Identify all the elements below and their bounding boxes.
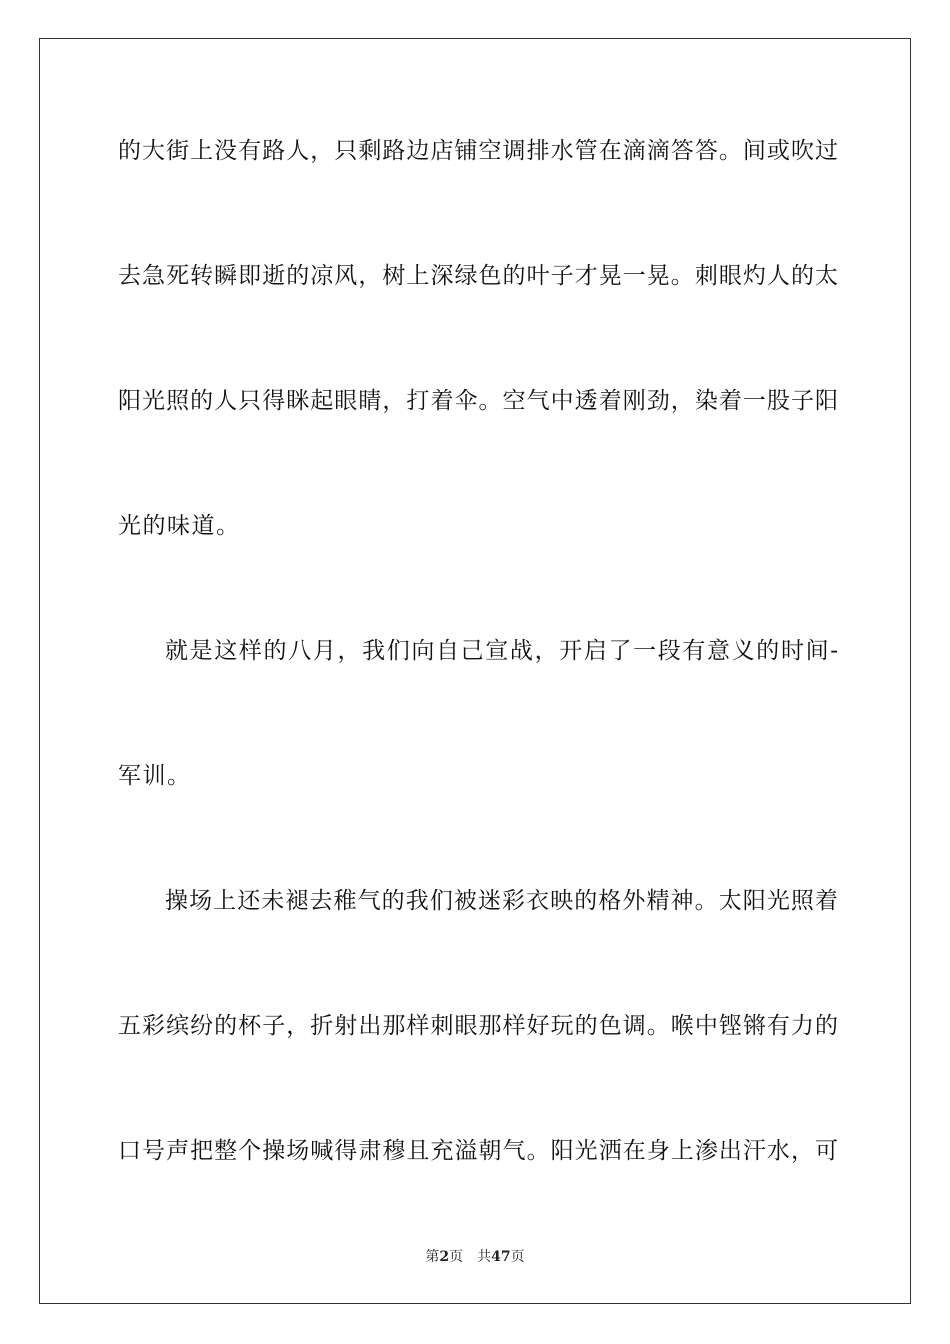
text-line-3: 阳光照的人只得眯起眼睛，打着伞。空气中透着刚劲，染着一股子阳	[118, 388, 838, 414]
page-border	[39, 38, 911, 1304]
footer-total-prefix: 共	[477, 1249, 492, 1265]
text-line-9: 口号声把整个操场喊得肃穆且充溢朝气。阳光洒在身上渗出汗水，可	[118, 1138, 838, 1164]
footer-page-number: 2	[439, 1249, 450, 1265]
footer-page-suffix: 页	[449, 1249, 464, 1265]
footer-page-prefix: 第	[425, 1249, 440, 1265]
text-line-2: 去急死转瞬即逝的凉风，树上深绿色的叶子才晃一晃。刺眼灼人的太	[118, 263, 838, 289]
footer-total-pages: 47	[491, 1249, 511, 1265]
text-line-5: 就是这样的八月，我们向自己宣战，开启了一段有意义的时间-	[165, 638, 838, 664]
text-line-6: 军训。	[118, 763, 192, 789]
text-line-7: 操场上还未褪去稚气的我们被迷彩衣映的格外精神。太阳光照着	[165, 888, 838, 914]
footer-total-suffix: 页	[510, 1249, 525, 1265]
text-line-8: 五彩缤纷的杯子，折射出那样刺眼那样好玩的色调。喉中铿锵有力的	[118, 1013, 838, 1039]
text-line-4: 光的味道。	[118, 513, 241, 539]
text-line-1: 的大街上没有路人，只剩路边店铺空调排水管在滴滴答答。间或吹过	[118, 138, 838, 164]
page-footer	[0, 1248, 950, 1266]
